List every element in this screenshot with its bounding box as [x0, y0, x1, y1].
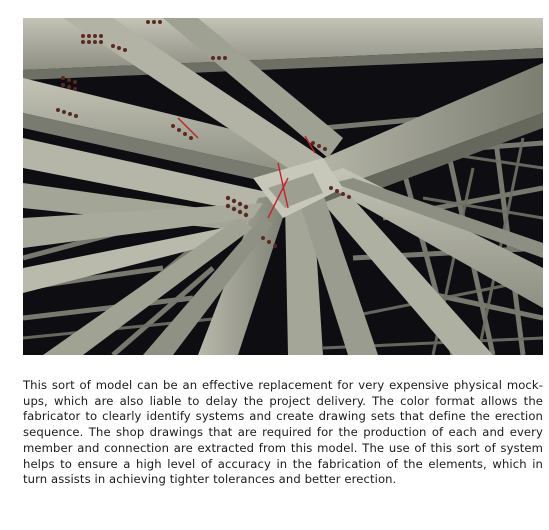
steel-model-figure [23, 18, 543, 355]
steel-structure-icon [23, 18, 543, 355]
body-paragraph: This sort of model can be an effective replacement for very expensive physical mock-ups, which are also liable to delay the project delivery. The color format allows the fabricator to clearly identify systems and create drawing sets that define the erection sequence. The shop drawings that are required for the production of each and every member and connection are extracted from this model. The use of this sort of system helps to ensure a high level of accuracy in the fabrication of the elements, which in turn assists in achieving tighter tolerances and better erection. [23, 378, 543, 487]
